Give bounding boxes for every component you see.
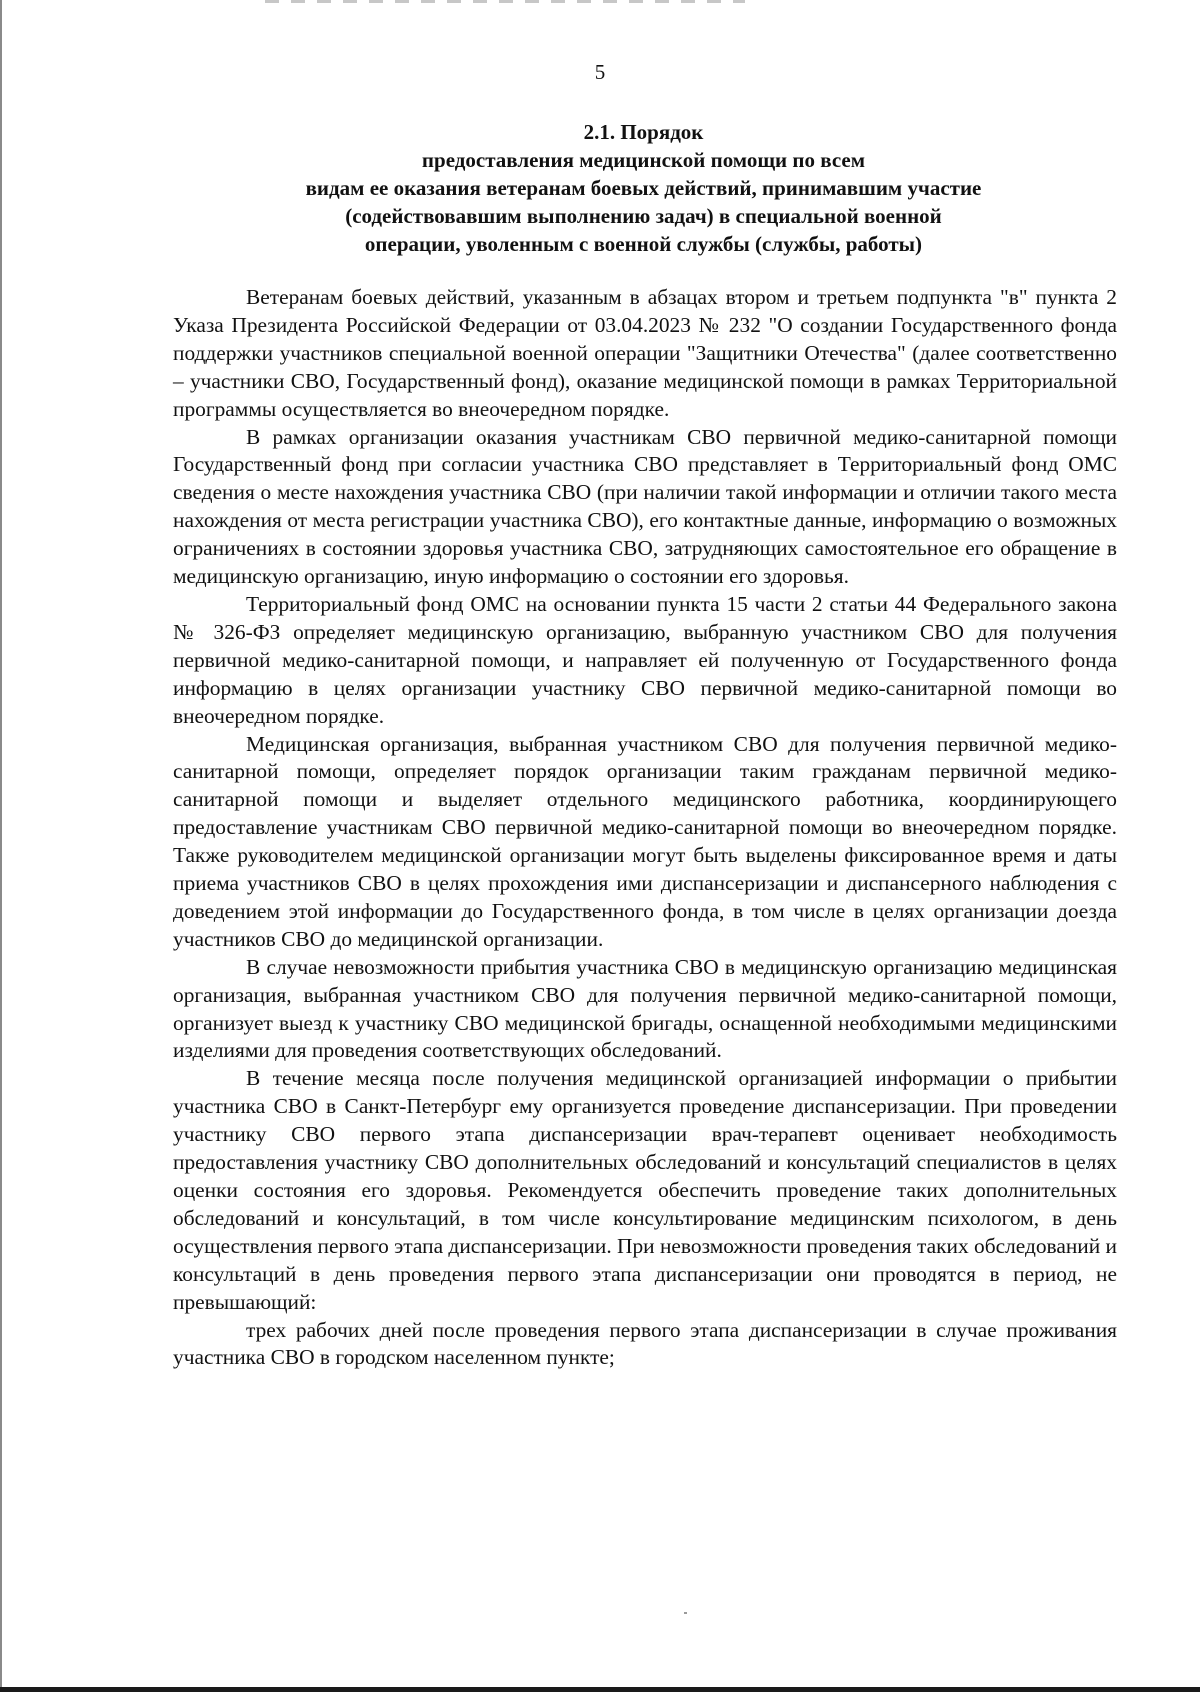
scan-border-bottom [0,1687,1200,1692]
page-number: 5 [594,60,606,84]
paragraph-three-working-days: трех рабочих дней после проведения первого этапа диспансеризации в случае проживания участника СВО в городском населенном пункте; [173,1317,1117,1370]
section-heading-line: (содействовавшим выполнению задач) в специальной военной [345,204,942,228]
section-heading-line: предоставления медицинской помощи по всем [421,148,866,172]
section-heading-line: 2.1. Порядок [583,120,704,144]
paragraph-veterans-priority: Ветеранам боевых действий, указанным в абзацах втором и третьем подпункта "в" пункта 2 Указа Президента Российской Федерации от 03.04.2023 № 232 "О создании Государственного фонда поддержки участников специальной военной операции "Защитники Отечества" (далее соответственно – участники СВО, Государственный фонд), оказание медицинской помощи в рамках Территориальной программы осуществляется во внеочередном порядке. [173,285,1117,421]
section-heading [172,118,1115,258]
paragraph-dispensarization: В течение месяца после получения медицинской организацией информации о прибытии участника СВО в Санкт-Петербург ему организуется проведение диспансеризации. При проведении участнику СВО первого этапа диспансеризации врач-терапевт оценивает необходимость предоставления участнику СВО дополнительных обследований и консультаций специалистов в целях оценки состояния его здоровья. Рекомендуется обеспечить проведение таких дополнительных обследований и консультаций, в том числе консультирование медицинским психологом, в день осуществления первого этапа диспансеризации. При невозможности проведения таких обследований и консультаций в день проведения первого этапа диспансеризации они проводятся в период, не превышающий: [173,1066,1117,1314]
section-heading-line: видам ее оказания ветеранам боевых действий, принимавшим участие [305,176,982,200]
scan-artifact-top [265,0,745,3]
body-text [173,284,1117,1372]
paragraph-fund-information: В рамках организации оказания участникам СВО первичной медико-санитарной помощи Государственный фонд при согласии участника СВО представляет в Территориальный фонд ОМС сведения о месте нахождения участника СВО (при наличии такой информации и отличии такого места нахождения от места регистрации участника СВО), его контактные данные, информацию о возможных ограничениях в состоянии здоровья участника СВО, затрудняющих самостоятельное его обращение в медицинскую организацию, иную информацию о состоянии его здоровья. [173,424,1117,589]
scan-speck [684,1612,687,1614]
scan-border-left [0,0,2,1692]
paragraph-medical-team-visit: В случае невозможности прибытия участника СВО в медицинскую организацию медицинская организация, выбранная участником СВО для получения первичной медико-санитарной помощи, организует выезд к участнику СВО медицинской бригады, оснащенной необходимыми медицинскими изделиями для проведения соответствующих обследований. [173,954,1117,1063]
paragraph-territorial-fund: Территориальный фонд ОМС на основании пункта 15 части 2 статьи 44 Федерального закона № 326-ФЗ определяет медицинскую организацию, выбранную участником СВО для получения первичной медико-санитарной помощи, и направляет ей полученную от Государственного фонда информацию в целях организации участнику СВО первичной медико-санитарной помощи во внеочередном порядке. [173,591,1117,728]
section-heading-line: операции, уволенным с военной службы (службы, работы) [364,232,923,256]
paragraph-medical-organization: Медицинская организация, выбранная участником СВО для получения первичной медико-санитарной помощи, определяет порядок организации таким гражданам первичной медико-санитарной помощи и выделяет отдельного медицинского работника, координирующего предоставление участникам СВО первичной медико-санитарной помощи во внеочередном порядке. Также руководителем медицинской организации могут быть выделены фиксированное время и даты приема участников СВО в целях прохождения ими диспансеризации и диспансерного наблюдения с доведением этой информации до Государственного фонда, в том числе в целях организации доезда участников СВО до медицинской организации. [173,731,1117,951]
